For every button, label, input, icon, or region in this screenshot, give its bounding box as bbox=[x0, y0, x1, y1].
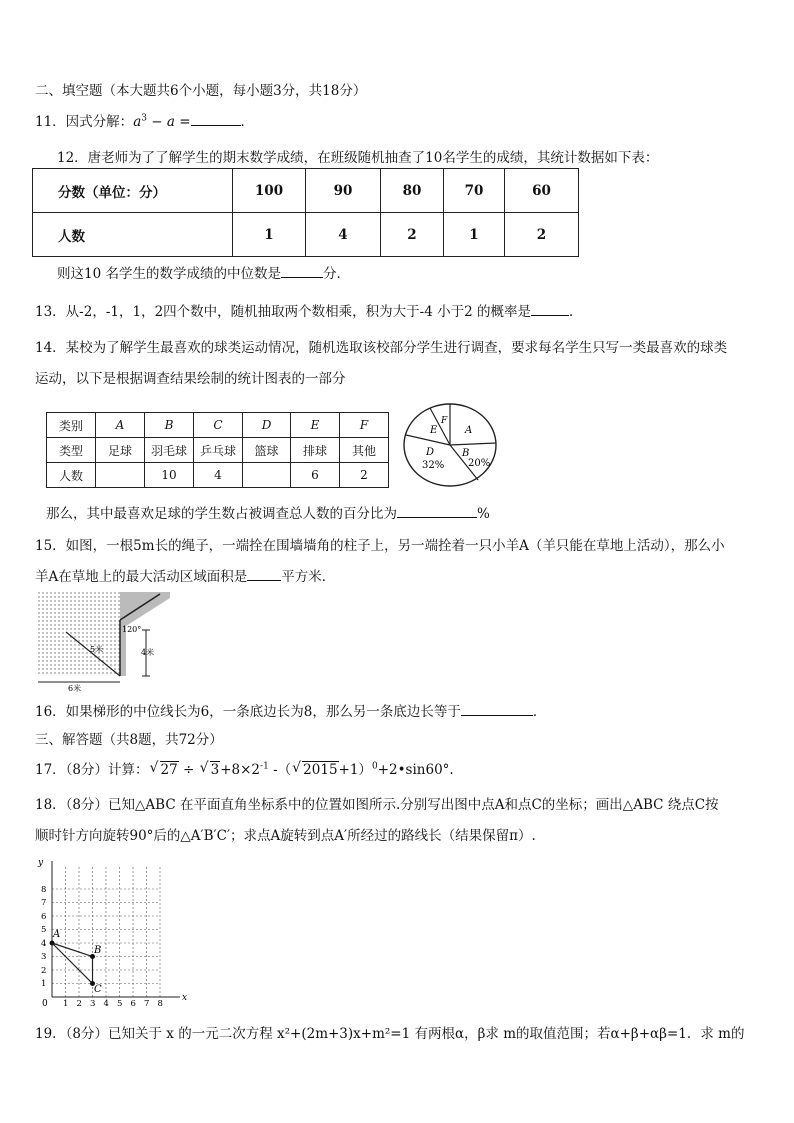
table-cell: F bbox=[340, 413, 389, 438]
label-a: A bbox=[53, 929, 61, 940]
table-cell: 90 bbox=[306, 169, 381, 213]
question-15-line2 bbox=[35, 565, 335, 585]
category-table bbox=[46, 412, 389, 488]
coordinate-grid-figure bbox=[30, 855, 190, 1007]
table-cell: D bbox=[243, 413, 291, 438]
question-14-line2: 运动，以下是根据调查结果绘制的统计图表的一部分 bbox=[35, 371, 346, 387]
q17-close: +1） bbox=[338, 762, 372, 778]
y-axis-label: y bbox=[38, 858, 44, 868]
q11-text: 11．因式分解： bbox=[35, 114, 134, 130]
table-cell: A bbox=[96, 413, 145, 438]
y-tick-labels bbox=[41, 885, 46, 989]
point-a bbox=[50, 941, 55, 946]
side-length-label: 4米 bbox=[141, 648, 155, 657]
question-12-after bbox=[57, 262, 350, 282]
table-cell: 80 bbox=[381, 169, 444, 213]
grid-lines bbox=[52, 867, 160, 997]
section-3-title: 三、解答题（共8题，共72分） bbox=[35, 732, 223, 748]
table-cell: 类别 bbox=[47, 413, 96, 438]
question-13 bbox=[35, 300, 582, 320]
sqrt-symbol bbox=[293, 762, 338, 778]
y-tick: 7 bbox=[41, 898, 47, 908]
question-15-line1: 15．如图，一根5m长的绳子，一端拴在围墙墙角的柱子上，另一端拴着一只小羊A（羊只能在草地上活动），那么小 bbox=[35, 538, 725, 554]
table-cell: 60 bbox=[505, 169, 579, 213]
q14-after-text: 那么，其中最喜欢足球的学生数占被调查总人数的百分比为 bbox=[46, 506, 397, 522]
label-b: B bbox=[94, 945, 102, 956]
label-c: C bbox=[94, 984, 102, 995]
x-tick: 8 bbox=[157, 999, 163, 1007]
q17-prefix: 17．（8分）计算： bbox=[35, 762, 149, 778]
table-cell: 4 bbox=[306, 213, 381, 257]
angle-label: 120° bbox=[122, 625, 142, 634]
table-cell: 70 bbox=[444, 169, 505, 213]
origin-label: 0 bbox=[42, 999, 48, 1007]
x-tick: 5 bbox=[117, 999, 123, 1007]
sheep-rope-figure bbox=[38, 592, 170, 692]
category-pie-chart bbox=[400, 400, 500, 490]
score-table bbox=[32, 168, 579, 257]
table-cell: 人数 bbox=[33, 213, 233, 257]
q17-radicand-2: 3 bbox=[210, 762, 220, 778]
table-row bbox=[47, 463, 389, 488]
q17-tail: +2•sin60°. bbox=[377, 762, 454, 778]
q17-radicand-3: 2015 bbox=[303, 762, 338, 778]
q12-answer-blank bbox=[281, 263, 323, 278]
question-14-after bbox=[46, 502, 490, 522]
y-tick: 2 bbox=[41, 966, 47, 976]
pie-pct-b: 20% bbox=[468, 458, 491, 469]
pie-label-e: E bbox=[430, 425, 438, 436]
q17-divide: ÷ bbox=[178, 762, 199, 778]
q16-end: ． bbox=[532, 704, 547, 720]
pie-label-d: D bbox=[426, 447, 435, 458]
table-row bbox=[47, 413, 389, 438]
q13-text: 13．从-2，-1，1，2四个数中，随机抽取两个数相乘，积为大于-4 小于2 的概率是 bbox=[35, 304, 531, 320]
q17-mid: +8×2 bbox=[220, 762, 261, 778]
question-18-line2: 顺时针方向旋转90°后的△A′B′C′；求点A旋转到点A′所经过的路线长（结果保留π）. bbox=[35, 828, 536, 844]
table-cell: 排球 bbox=[291, 438, 340, 463]
table-cell: 10 bbox=[145, 463, 194, 488]
table-row bbox=[47, 438, 389, 463]
table-cell: B bbox=[145, 413, 194, 438]
pie-label-b: B bbox=[462, 448, 470, 459]
q15-line2-end: 平方米． bbox=[281, 569, 336, 585]
bottom-length-label: 6米 bbox=[68, 684, 82, 692]
q11-expr-exp: 3 bbox=[141, 113, 147, 124]
table-cell: 4 bbox=[194, 463, 243, 488]
q14-after-end: % bbox=[477, 506, 490, 522]
x-axis-label: x bbox=[182, 993, 188, 1003]
table-cell: 乒乓球 bbox=[194, 438, 243, 463]
q11-expr-rest: − a = bbox=[146, 114, 191, 130]
q13-answer-blank bbox=[531, 301, 569, 316]
q15-answer-blank bbox=[247, 566, 281, 581]
q12-after-end: 分． bbox=[322, 266, 350, 282]
table-cell: 分数（单位：分） bbox=[33, 169, 233, 213]
table-cell: 6 bbox=[291, 463, 340, 488]
question-19: 19．（8分）已知关于 x 的一元二次方程 x²+(2m+3)x+m²=1 有两根α，β求 m的取值范围；若α+β+αβ=1．求 m的 bbox=[35, 1026, 745, 1042]
table-cell: 羽毛球 bbox=[145, 438, 194, 463]
q17-exp0: 0 bbox=[371, 761, 378, 772]
table-cell: 其他 bbox=[340, 438, 389, 463]
question-14-line1: 14．某校为了解学生最喜欢的球类运动情况，随机选取该校部分学生进行调查，要求每名学生只写一类最喜欢的球类 bbox=[35, 340, 728, 356]
y-tick: 1 bbox=[41, 979, 47, 989]
table-cell: 1 bbox=[233, 213, 306, 257]
q11-answer-blank bbox=[191, 111, 241, 126]
x-tick: 1 bbox=[63, 999, 69, 1007]
table-cell: 类型 bbox=[47, 438, 96, 463]
q17-radicand-1: 27 bbox=[160, 762, 178, 778]
question-11 bbox=[35, 110, 254, 130]
y-tick: 4 bbox=[41, 939, 47, 949]
table-cell: 2 bbox=[505, 213, 579, 257]
table-cell bbox=[243, 463, 291, 488]
x-tick: 7 bbox=[144, 999, 150, 1007]
table-row bbox=[33, 213, 579, 257]
y-tick: 5 bbox=[41, 925, 47, 935]
y-tick: 3 bbox=[41, 952, 47, 962]
q11-expr-base: a bbox=[133, 114, 142, 130]
table-cell: 2 bbox=[340, 463, 389, 488]
sqrt-symbol bbox=[201, 762, 221, 778]
x-tick-labels bbox=[63, 999, 163, 1007]
triangle-abc bbox=[52, 943, 93, 984]
q17-minus: -（ bbox=[268, 762, 292, 778]
q17-exp: -1 bbox=[260, 761, 269, 772]
question-16 bbox=[35, 700, 546, 720]
pie-divider bbox=[450, 443, 496, 445]
question-17 bbox=[35, 758, 454, 778]
table-cell: 2 bbox=[381, 213, 444, 257]
table-cell bbox=[96, 463, 145, 488]
pie-label-a: A bbox=[465, 425, 473, 436]
x-tick: 6 bbox=[130, 999, 136, 1007]
pie-divider bbox=[406, 435, 450, 445]
pie-label-f: F bbox=[441, 416, 448, 426]
table-cell: 人数 bbox=[47, 463, 96, 488]
question-12-text: 12．唐老师为了了解学生的期末数学成绩，在班级随机抽查了10名学生的成绩，其统计数据如下表： bbox=[57, 150, 659, 166]
y-tick: 6 bbox=[41, 912, 47, 922]
q12-after-text: 则这10 名学生的数学成绩的中位数是 bbox=[57, 266, 281, 282]
table-cell: C bbox=[194, 413, 243, 438]
table-cell: 足球 bbox=[96, 438, 145, 463]
q15-line2-text: 羊A在草地上的最大活动区域面积是 bbox=[35, 569, 248, 585]
table-cell: 1 bbox=[444, 213, 505, 257]
q16-answer-blank bbox=[461, 701, 533, 716]
question-18-line1: 18．（8分）已知△ABC 在平面直角坐标系中的位置如图所示.分别写出图中点A和点C的坐标；画出△ABC 绕点C按 bbox=[35, 797, 719, 813]
q16-text: 16．如果梯形的中位线长为6，一条底边长为8，那么另一条底边长等于 bbox=[35, 704, 461, 720]
table-cell: 篮球 bbox=[243, 438, 291, 463]
table-cell: E bbox=[291, 413, 340, 438]
sqrt-symbol bbox=[151, 762, 179, 778]
x-tick: 4 bbox=[103, 999, 109, 1007]
q11-end: ． bbox=[240, 114, 255, 130]
pie-pct-d: 32% bbox=[422, 460, 445, 471]
x-tick: 2 bbox=[76, 999, 82, 1007]
x-tick: 3 bbox=[90, 999, 96, 1007]
section-2-title: 二、填空题（本大题共6个小题，每小题3分，共18分） bbox=[35, 83, 367, 99]
grass-area bbox=[38, 592, 120, 676]
q14-answer-blank bbox=[397, 503, 477, 518]
rope-length-label: 5米 bbox=[90, 645, 104, 654]
y-tick: 8 bbox=[41, 885, 47, 895]
q13-end: ． bbox=[568, 304, 583, 320]
table-cell: 100 bbox=[233, 169, 306, 213]
table-row bbox=[33, 169, 579, 213]
